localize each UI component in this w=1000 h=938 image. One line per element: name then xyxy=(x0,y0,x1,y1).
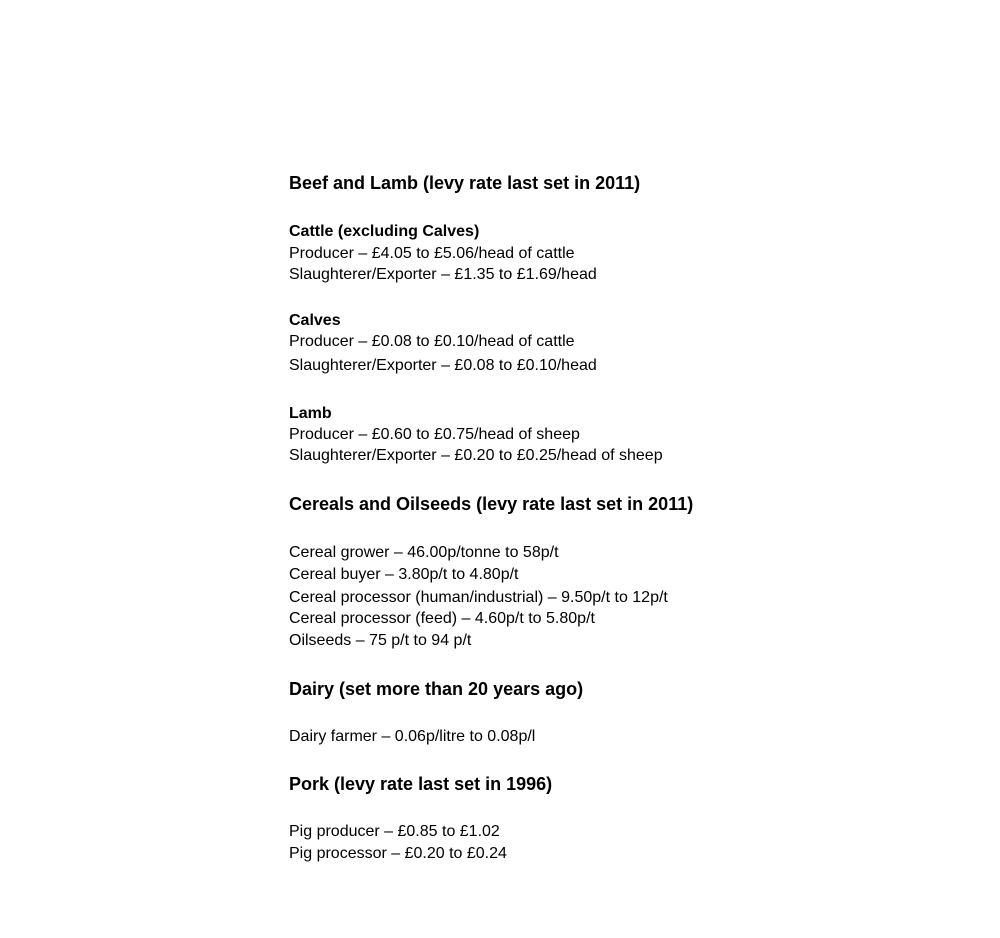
cereal-processor-human-line: Cereal processor (human/industrial) – 9.50p/t to 12p/t xyxy=(289,589,668,606)
section-title-cereals-oilseeds: Cereals and Oilseeds (levy rate last set in 2011) xyxy=(289,494,694,514)
cattle-producer-line: Producer – £4.05 to £5.06/head of cattle xyxy=(289,245,575,262)
lamb-producer-line: Producer – £0.60 to £0.75/head of sheep xyxy=(289,426,580,443)
oilseeds-line: Oilseeds – 75 p/t to 94 p/t xyxy=(289,632,472,649)
cereal-grower-line: Cereal grower – 46.00p/tonne to 58p/t xyxy=(289,544,559,561)
pig-producer-line: Pig producer – £0.85 to £1.02 xyxy=(289,823,500,840)
calves-producer-line: Producer – £0.08 to £0.10/head of cattle xyxy=(289,333,575,350)
cereal-processor-feed-line: Cereal processor (feed) – 4.60p/t to 5.80p/t xyxy=(289,610,595,627)
calves-slaughterer-line: Slaughterer/Exporter – £0.08 to £0.10/head xyxy=(289,357,597,374)
subheading-calves: Calves xyxy=(289,312,341,329)
cereal-buyer-line: Cereal buyer – 3.80p/t to 4.80p/t xyxy=(289,566,519,583)
section-title-pork: Pork (levy rate last set in 1996) xyxy=(289,774,553,794)
lamb-slaughterer-line: Slaughterer/Exporter – £0.20 to £0.25/head of sheep xyxy=(289,447,663,464)
subheading-cattle: Cattle (excluding Calves) xyxy=(289,223,480,240)
section-title-dairy: Dairy (set more than 20 years ago) xyxy=(289,679,584,699)
cattle-slaughterer-line: Slaughterer/Exporter – £1.35 to £1.69/head xyxy=(289,266,597,283)
subheading-lamb: Lamb xyxy=(289,405,332,422)
dairy-farmer-line: Dairy farmer – 0.06p/litre to 0.08p/l xyxy=(289,728,536,745)
pig-processor-line: Pig processor – £0.20 to £0.24 xyxy=(289,845,507,862)
section-title-beef-lamb: Beef and Lamb (levy rate last set in 2011) xyxy=(289,173,641,193)
